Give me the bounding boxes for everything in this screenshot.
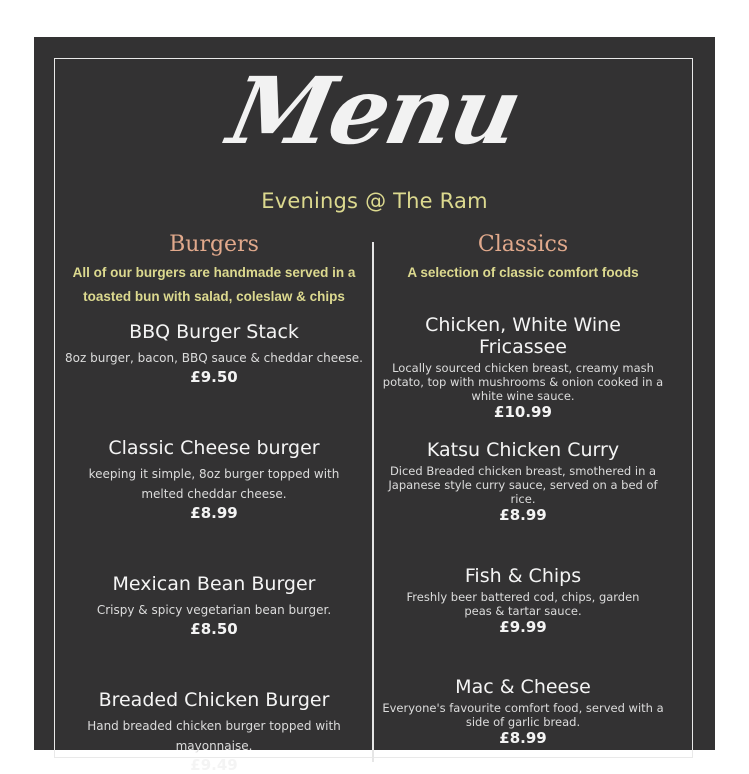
menu-board xyxy=(34,37,715,774)
item-name: Mac & Cheese xyxy=(455,676,591,698)
menu-item xyxy=(58,437,370,522)
item-name: Katsu Chicken Curry xyxy=(426,439,620,461)
item-price: £8.99 xyxy=(499,729,547,747)
burgers-intro: All of our burgers are handmade served in a toasted bun with salad, coleslaw & chips xyxy=(72,265,356,304)
item-name: Fish & Chips xyxy=(464,565,582,587)
menu-item xyxy=(58,321,370,386)
menu-item xyxy=(382,676,664,747)
item-description: 8oz burger, bacon, BBQ sauce & cheddar cheese. xyxy=(65,351,363,365)
item-description: Hand breaded chicken burger topped with mayonnaise. xyxy=(87,719,341,753)
item-name: Chicken, White Wine Fricassee xyxy=(425,314,621,358)
item-description: Crispy & spicy vegetarian bean burger. xyxy=(96,603,332,617)
item-price: £8.50 xyxy=(190,620,238,638)
item-name: Classic Cheese burger xyxy=(108,437,320,459)
item-name: Breaded Chicken Burger xyxy=(98,689,330,711)
item-description: Freshly beer battered cod, chips, garden peas & tartar sauce. xyxy=(406,590,640,618)
item-description: Diced Breaded chicken breast, smothered in a Japanese style curry sauce, served on a bed of rice. xyxy=(388,464,658,506)
item-description: Everyone's favourite comfort food, served with a side of garlic bread. xyxy=(382,701,664,729)
item-name: BBQ Burger Stack xyxy=(129,321,299,343)
menu-item xyxy=(382,565,664,636)
item-price: £8.99 xyxy=(499,506,547,524)
section-title-burgers: Burgers xyxy=(169,232,259,257)
item-price: £9.99 xyxy=(499,618,547,636)
item-description: Locally sourced chicken breast, creamy mash potato, top with mushrooms & onion cooked in a white wine sauce. xyxy=(382,361,664,403)
menu-item xyxy=(382,314,664,421)
item-price: £10.99 xyxy=(494,403,552,421)
item-price: £9.49 xyxy=(190,756,238,774)
classics-intro: A selection of classic comfort foods xyxy=(407,265,639,280)
item-description: keeping it simple, 8oz burger topped with melted cheddar cheese. xyxy=(88,467,340,501)
menu-item xyxy=(58,573,370,638)
column-divider xyxy=(372,242,374,762)
menu-title: Menu xyxy=(219,57,530,165)
item-price: £9.50 xyxy=(190,368,238,386)
item-name: Mexican Bean Burger xyxy=(112,573,316,595)
menu-item xyxy=(382,439,664,524)
item-price: £8.99 xyxy=(190,504,238,522)
section-title-classics: Classics xyxy=(477,232,569,257)
menu-subtitle: Evenings @ The Ram xyxy=(261,189,488,213)
menu-item xyxy=(58,689,370,774)
